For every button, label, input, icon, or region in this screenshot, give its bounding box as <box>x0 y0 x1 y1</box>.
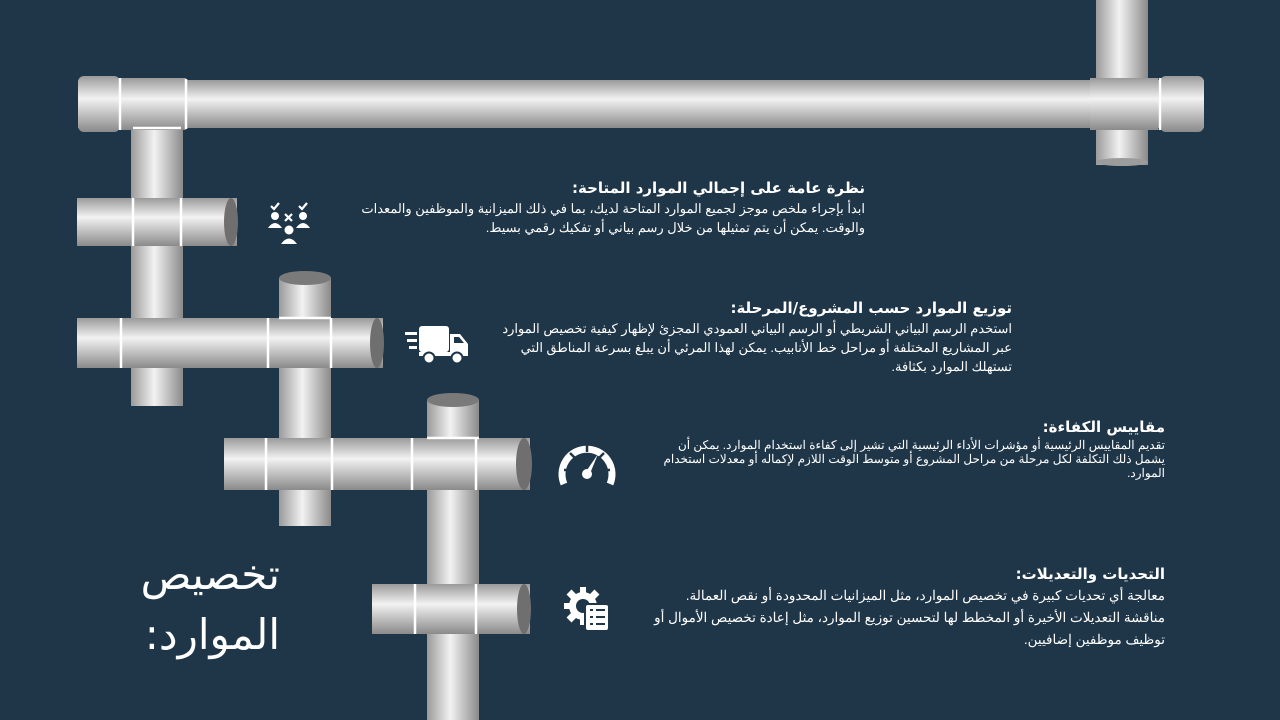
section-challenges-adjustments <box>645 563 1165 651</box>
section-efficiency-metrics <box>645 416 1165 480</box>
section-resources-overview <box>345 177 865 237</box>
section-heading: توزيع الموارد حسب المشروع/المرحلة: <box>730 299 1012 317</box>
section-heading: نظرة عامة على إجمالي الموارد المتاحة: <box>572 179 865 197</box>
section-body: تقديم المقاييس الرئيسية أو مؤشرات الأداء الرئيسية التي تشير إلى كفاءة استخدام الموارد. يمكن أن يشمل ذلك التكلفة لكل مرحلة من مراحل المشروع أو متوسط الوقت اللازم لإكماله أو معدلات استخدام الموارد. <box>663 438 1165 480</box>
section-distribution-by-project <box>492 297 1012 376</box>
team-selection-icon <box>266 200 312 246</box>
delivery-truck-icon <box>405 322 469 366</box>
pipe-horizontal-2 <box>77 198 237 246</box>
speedometer-icon <box>558 440 616 488</box>
section-body: استخدم الرسم البياني الشريطي أو الرسم البياني العمودي المجزئ لإظهار كيفية تخصيص الموارد عبر المشاريع المختلفة أو مراحل خط الأنابيب. يمكن لهذا المرئي أن يبلغ بسرعة المناطق التي تستهلك الموارد بكثافة. <box>502 321 1012 374</box>
pipe-horizontal-3 <box>77 318 383 368</box>
pipe-horizontal-top <box>78 80 1204 128</box>
gear-checklist-icon <box>563 586 611 632</box>
section-body: معالجة أي تحديات كبيرة في تخصيص الموارد، مثل الميزانيات المحدودة أو نقص العمالة. مناقشة التعديلات الأخيرة أو المخطط لها لتحسين توزيع الموارد، مثل إعادة تخصيص الأموال أو توظيف موظفين إضافيين. <box>654 588 1165 647</box>
section-heading: التحديات والتعديلات: <box>1015 565 1165 583</box>
section-heading: مقاييس الكفاءة: <box>1042 418 1165 436</box>
section-body: ابدأ بإجراء ملخص موجز لجميع الموارد المتاحة لديك، بما في ذلك الميزانية والموظفين والمعدات والوقت. يمكن أن يتم تمثيلها من خلال رسم بياني أو تفكيك رقمي بسيط. <box>361 201 865 235</box>
pipe-horizontal-4 <box>224 438 530 490</box>
pipe-horizontal-5 <box>372 584 530 634</box>
page-title: تخصيص الموارد: <box>140 550 280 659</box>
